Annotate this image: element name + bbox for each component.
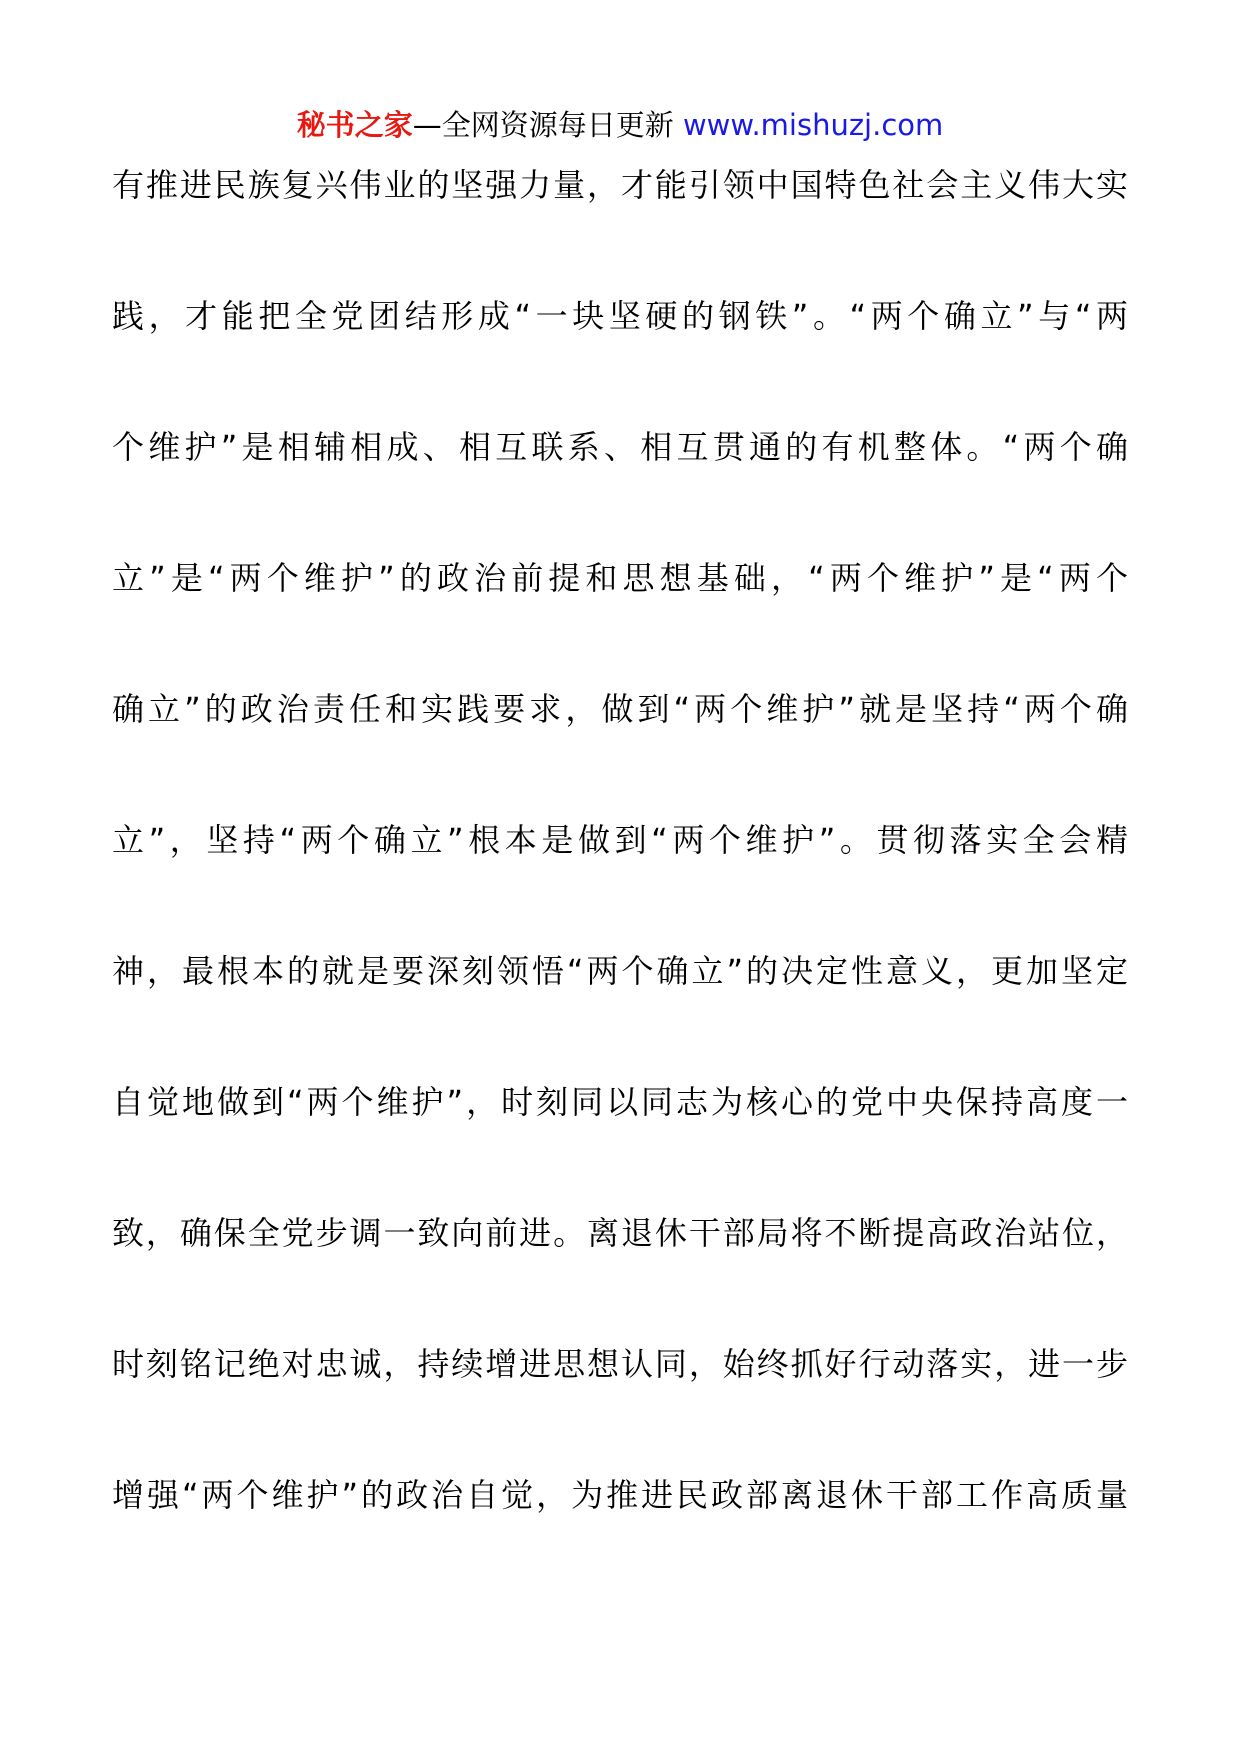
body-line: 致，确保全党步调一致向前进。离退休干部局将不断提高政治站位， (112, 1214, 1128, 1252)
body-line: 个维护”是相辅相成、相互联系、相互贯通的有机整体。“两个确 (112, 428, 1128, 466)
body-line: 确立”的政治责任和实践要求，做到“两个维护”就是坚持“两个确 (112, 690, 1128, 728)
body-line: 立”，坚持“两个确立”根本是做到“两个维护”。贯彻落实全会精 (112, 821, 1128, 859)
body-line: 有推进民族复兴伟业的坚强力量，才能引领中国特色社会主义伟大实 (112, 166, 1128, 204)
page-header (0, 100, 1240, 150)
body-line: 立”是“两个维护”的政治前提和思想基础，“两个维护”是“两个 (112, 559, 1128, 597)
body-line: 增强“两个维护”的政治自觉，为推进民政部离退休干部工作高质量 (112, 1476, 1128, 1514)
body-line: 自觉地做到“两个维护”，时刻同以同志为核心的党中央保持高度一 (112, 1083, 1128, 1121)
body-line: 践，才能把全党团结形成“一块坚硬的钢铁”。“两个确立”与“两 (112, 297, 1128, 335)
header-url-link[interactable]: www.mishuzj.com (682, 108, 944, 142)
header-tagline: —全网资源每日更新 (412, 108, 674, 142)
body-line: 时刻铭记绝对忠诚，持续增进思想认同，始终抓好行动落实，进一步 (112, 1345, 1128, 1383)
document-body (112, 160, 1128, 1601)
brand-name: 秘书之家 (296, 108, 413, 142)
body-line: 神，最根本的就是要深刻领悟“两个确立”的决定性意义，更加坚定 (112, 952, 1128, 990)
